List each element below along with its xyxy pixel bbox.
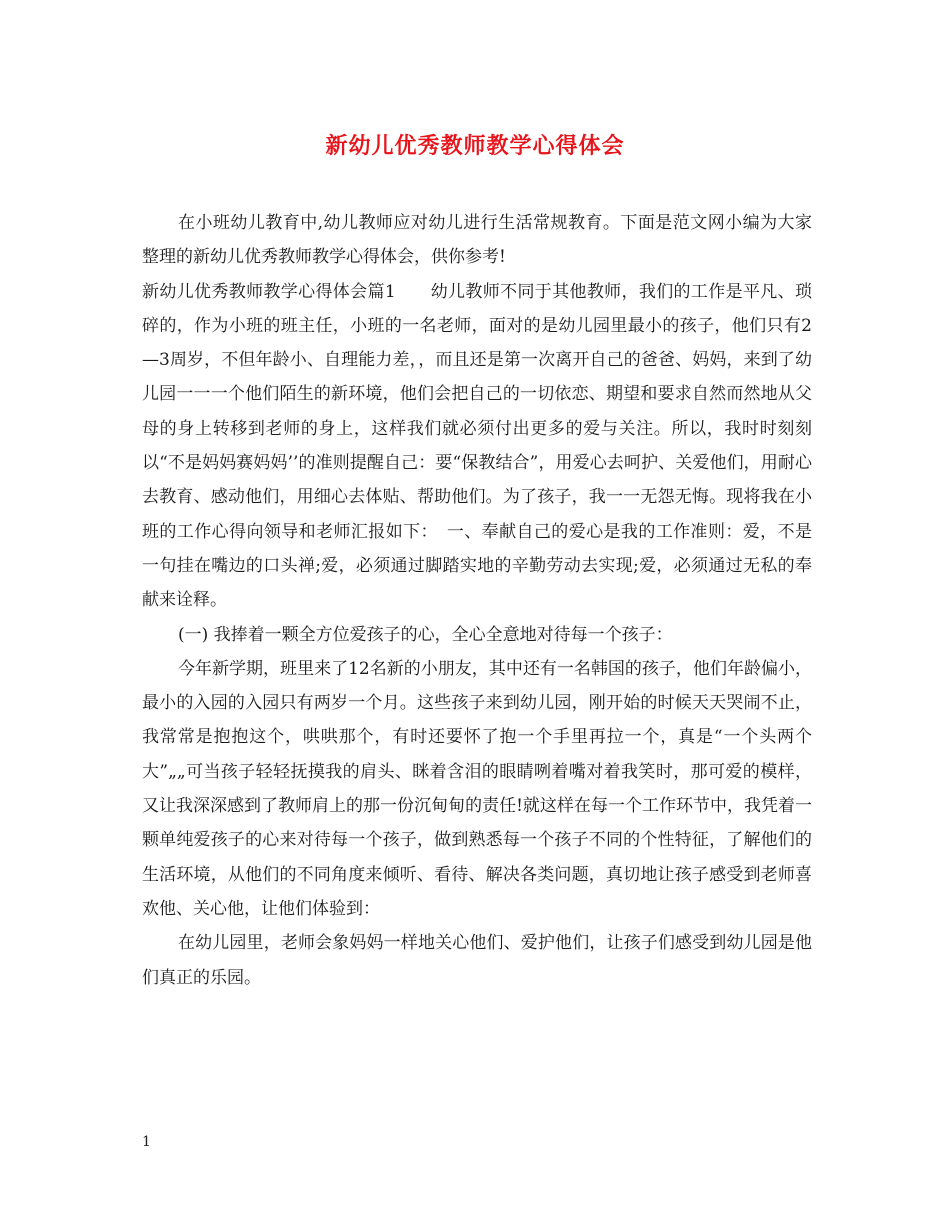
document-body [142,206,812,995]
document-title: 新幼儿优秀教师教学心得体会 [325,133,625,159]
closing-paragraph: 在幼儿园里，老师会象妈妈一样地关心他们、爱护他们，让孩子们感受到幼儿园是他们真正的乐园。 [142,933,812,988]
subsection-heading: (一) 我捧着一颗全方位爱孩子的心，全心全意地对待每一个孩子： [178,624,673,645]
page-number: 1 [142,1134,151,1150]
section-1-paragraph: 新幼儿优秀教师教学心得体会篇1 幼儿教师不同于其他教师，我们的工作是平凡、琐碎的，作为小班的班主任，小班的一名老师，面对的是幼儿园里最小的孩子，他们只有2—3周岁，不但年龄小、自理能力差，，而且还是第一次离开自己的爸爸、妈妈，来到了幼儿园一一一个他们陌生的新环境，他们会把自己的一切依恋、期望和要求自然而然地从父母的身上转移到老师的身上，这样我们就必须付出更多的爱与关注。所以，我时时刻刻以“不是妈妈赛妈妈’’的准则提醒自己：要“保教结合”，用爱心去呵护、关爱他们，用耐心去教育、感动他们，用细心去体贴、帮助他们。为了孩子，我一一无怨无悔。现将我在小班的工作心得向领导和老师汇报如下： 一、奉献自己的爱心是我的工作准则：爱，不是一句挂在嘴边的口头禅;爱，必须通过脚踏实地的辛勤劳动去实现;爱，必须通过无私的奉献来诠释。 [142,281,812,611]
body-paragraph: 今年新学期，班里来了12名新的小朋友，其中还有一名韩国的孩子，他们年龄偏小，最小的入园的入园只有两岁一个月。这些孩子来到幼儿园，刚开始的时候天天哭闹不止，我常常是抱抱这个，哄哄那个，有时还要怀了抱一个手里再拉一个，真是“一个头两个大”„„可当孩子轻轻抚摸我的肩头、眯着含泪的眼睛咧着嘴对着我笑时，那可爱的模样，又让我深深感到了教师肩上的那一份沉甸甸的责任!就这样在每一个工作环节中，我凭着一颗单纯爱孩子的心来对待每一个孩子，做到熟悉每一个孩子不同的个性特征，了解他们的生活环境，从他们的不同角度来倾听、看待、解决各类问题，真切地让孩子感受到老师喜欢他、关心他，让他们体验到： [142,658,812,919]
intro-paragraph: 在小班幼儿教育中,幼儿教师应对幼儿进行生活常规教育。下面是范文网小编为大家整理的新幼儿优秀教师教学心得体会，供你参考! [142,213,812,268]
